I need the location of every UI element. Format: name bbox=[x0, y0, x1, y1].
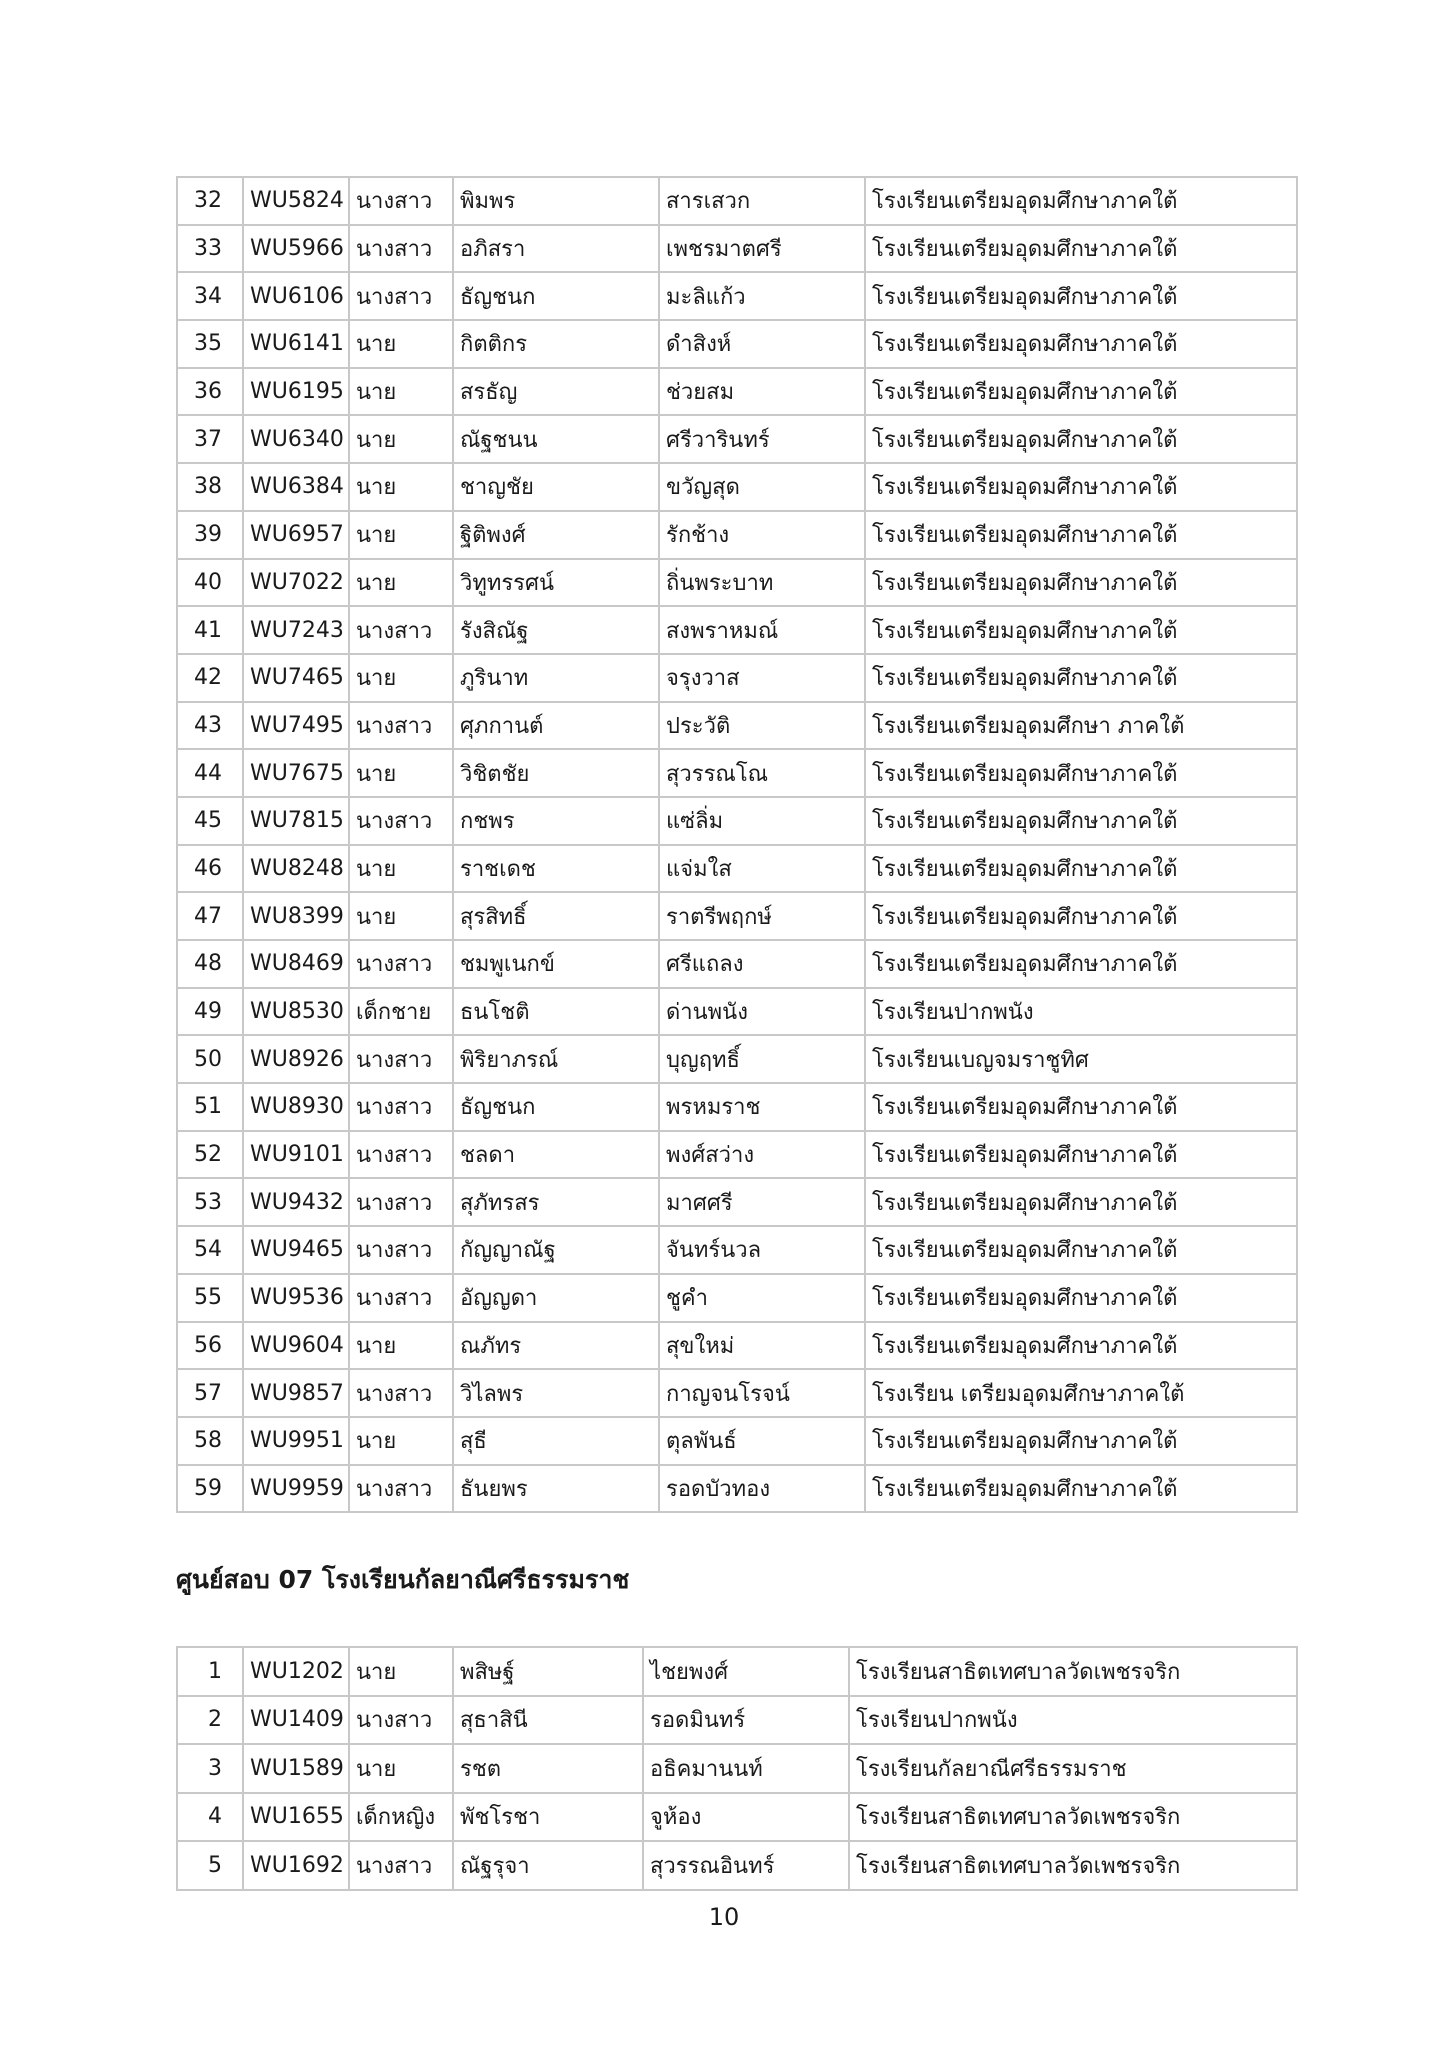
candidate-id-cell: WU5824 bbox=[243, 177, 349, 225]
first-name-cell: สรธัญ bbox=[453, 368, 659, 416]
title-prefix-cell: นาย bbox=[349, 320, 453, 368]
first-name-cell: สุธาสินี bbox=[453, 1696, 643, 1745]
seq-number-cell: 57 bbox=[177, 1369, 243, 1417]
first-name-cell: พสิษฐ์ bbox=[453, 1647, 643, 1696]
last-name-cell: ดำสิงห์ bbox=[659, 320, 865, 368]
first-name-cell: ศุภกานต์ bbox=[453, 702, 659, 750]
table-row bbox=[177, 654, 1297, 702]
seq-number-cell: 58 bbox=[177, 1417, 243, 1465]
seq-number-cell: 49 bbox=[177, 988, 243, 1036]
last-name-cell: จันทร์นวล bbox=[659, 1226, 865, 1274]
table-row bbox=[177, 749, 1297, 797]
school-name-cell: โรงเรียนเตรียมอุดมศึกษาภาคใต้ bbox=[865, 415, 1297, 463]
title-prefix-cell: นางสาว bbox=[349, 1696, 453, 1745]
last-name-cell: จรุงวาส bbox=[659, 654, 865, 702]
candidate-id-cell: WU8399 bbox=[243, 892, 349, 940]
last-name-cell: ศรีวารินทร์ bbox=[659, 415, 865, 463]
table-row bbox=[177, 1696, 1297, 1745]
last-name-cell: สุขใหม่ bbox=[659, 1322, 865, 1370]
first-name-cell: พิริยาภรณ์ bbox=[453, 1035, 659, 1083]
table-row bbox=[177, 1369, 1297, 1417]
seq-number-cell: 41 bbox=[177, 606, 243, 654]
school-name-cell: โรงเรียนเตรียมอุดมศึกษาภาคใต้ bbox=[865, 1322, 1297, 1370]
title-prefix-cell: นางสาว bbox=[349, 1035, 453, 1083]
first-name-cell: สุรสิทธิ์ bbox=[453, 892, 659, 940]
last-name-cell: อธิคมานนท์ bbox=[643, 1744, 849, 1793]
title-prefix-cell: นางสาว bbox=[349, 1131, 453, 1179]
first-name-cell: ธนโชติ bbox=[453, 988, 659, 1036]
page-number: 10 bbox=[708, 1903, 740, 1931]
table-row bbox=[177, 1035, 1297, 1083]
seq-number-cell: 54 bbox=[177, 1226, 243, 1274]
candidate-id-cell: WU7243 bbox=[243, 606, 349, 654]
school-name-cell: โรงเรียนเตรียมอุดมศึกษาภาคใต้ bbox=[865, 1178, 1297, 1226]
candidate-id-cell: WU6957 bbox=[243, 511, 349, 559]
table-row bbox=[177, 892, 1297, 940]
title-prefix-cell: นางสาว bbox=[349, 1083, 453, 1131]
candidate-id-cell: WU7022 bbox=[243, 559, 349, 607]
seq-number-cell: 36 bbox=[177, 368, 243, 416]
first-name-cell: ชลดา bbox=[453, 1131, 659, 1179]
table-row bbox=[177, 1274, 1297, 1322]
title-prefix-cell: นางสาว bbox=[349, 1369, 453, 1417]
table-row bbox=[177, 1465, 1297, 1513]
seq-number-cell: 5 bbox=[177, 1841, 243, 1890]
candidate-id-cell: WU8530 bbox=[243, 988, 349, 1036]
candidate-id-cell: WU6195 bbox=[243, 368, 349, 416]
candidate-table-center-07 bbox=[176, 1646, 1298, 1891]
title-prefix-cell: นาย bbox=[349, 1417, 453, 1465]
table-row bbox=[177, 1841, 1297, 1890]
first-name-cell: สุธี bbox=[453, 1417, 659, 1465]
school-name-cell: โรงเรียนเตรียมอุดมศึกษาภาคใต้ bbox=[865, 845, 1297, 893]
title-prefix-cell: นางสาว bbox=[349, 1178, 453, 1226]
candidate-id-cell: WU1409 bbox=[243, 1696, 349, 1745]
title-prefix-cell: นาย bbox=[349, 892, 453, 940]
table-row bbox=[177, 415, 1297, 463]
table-row bbox=[177, 845, 1297, 893]
seq-number-cell: 59 bbox=[177, 1465, 243, 1513]
last-name-cell: เพชรมาตศรี bbox=[659, 225, 865, 273]
seq-number-cell: 3 bbox=[177, 1744, 243, 1793]
last-name-cell: ถิ่นพระบาท bbox=[659, 559, 865, 607]
school-name-cell: โรงเรียนเตรียมอุดมศึกษาภาคใต้ bbox=[865, 272, 1297, 320]
table-row bbox=[177, 1417, 1297, 1465]
candidate-id-cell: WU1692 bbox=[243, 1841, 349, 1890]
table-row bbox=[177, 797, 1297, 845]
first-name-cell: ฐิติพงศ์ bbox=[453, 511, 659, 559]
seq-number-cell: 32 bbox=[177, 177, 243, 225]
title-prefix-cell: เด็กชาย bbox=[349, 988, 453, 1036]
last-name-cell: รักช้าง bbox=[659, 511, 865, 559]
first-name-cell: ชมพูเนกข์ bbox=[453, 940, 659, 988]
seq-number-cell: 51 bbox=[177, 1083, 243, 1131]
school-name-cell: โรงเรียนเตรียมอุดมศึกษาภาคใต้ bbox=[865, 320, 1297, 368]
title-prefix-cell: นางสาว bbox=[349, 1841, 453, 1890]
seq-number-cell: 1 bbox=[177, 1647, 243, 1696]
table-body bbox=[177, 177, 1297, 1512]
school-name-cell: โรงเรียนเตรียมอุดมศึกษาภาคใต้ bbox=[865, 1131, 1297, 1179]
title-prefix-cell: นาย bbox=[349, 845, 453, 893]
school-name-cell: โรงเรียนปากพนัง bbox=[849, 1696, 1297, 1745]
school-name-cell: โรงเรียน เตรียมอุดมศึกษาภาคใต้ bbox=[865, 1369, 1297, 1417]
first-name-cell: พิมพร bbox=[453, 177, 659, 225]
school-name-cell: โรงเรียนเตรียมอุดมศึกษาภาคใต้ bbox=[865, 463, 1297, 511]
candidate-id-cell: WU8926 bbox=[243, 1035, 349, 1083]
seq-number-cell: 55 bbox=[177, 1274, 243, 1322]
first-name-cell: วิไลพร bbox=[453, 1369, 659, 1417]
title-prefix-cell: นาย bbox=[349, 654, 453, 702]
candidate-id-cell: WU6106 bbox=[243, 272, 349, 320]
first-name-cell: ธัญชนก bbox=[453, 1083, 659, 1131]
seq-number-cell: 42 bbox=[177, 654, 243, 702]
table-row bbox=[177, 702, 1297, 750]
seq-number-cell: 48 bbox=[177, 940, 243, 988]
candidate-id-cell: WU9432 bbox=[243, 1178, 349, 1226]
title-prefix-cell: นางสาว bbox=[349, 177, 453, 225]
table-row bbox=[177, 225, 1297, 273]
school-name-cell: โรงเรียนเตรียมอุดมศึกษาภาคใต้ bbox=[865, 1417, 1297, 1465]
title-prefix-cell: นาย bbox=[349, 1744, 453, 1793]
seq-number-cell: 2 bbox=[177, 1696, 243, 1745]
first-name-cell: ธันยพร bbox=[453, 1465, 659, 1513]
last-name-cell: ด่านพนัง bbox=[659, 988, 865, 1036]
candidate-id-cell: WU9465 bbox=[243, 1226, 349, 1274]
last-name-cell: สุวรรณอินทร์ bbox=[643, 1841, 849, 1890]
candidate-id-cell: WU8248 bbox=[243, 845, 349, 893]
title-prefix-cell: นาย bbox=[349, 559, 453, 607]
title-prefix-cell: นาย bbox=[349, 463, 453, 511]
seq-number-cell: 38 bbox=[177, 463, 243, 511]
school-name-cell: โรงเรียนเตรียมอุดมศึกษาภาคใต้ bbox=[865, 654, 1297, 702]
table-row bbox=[177, 1131, 1297, 1179]
first-name-cell: อัญญดา bbox=[453, 1274, 659, 1322]
seq-number-cell: 43 bbox=[177, 702, 243, 750]
last-name-cell: บุญฤทธิ์ bbox=[659, 1035, 865, 1083]
table-row bbox=[177, 463, 1297, 511]
title-prefix-cell: นางสาว bbox=[349, 1465, 453, 1513]
title-prefix-cell: นางสาว bbox=[349, 797, 453, 845]
title-prefix-cell: นาย bbox=[349, 749, 453, 797]
seq-number-cell: 45 bbox=[177, 797, 243, 845]
candidate-table-continued bbox=[176, 176, 1298, 1513]
candidate-id-cell: WU6384 bbox=[243, 463, 349, 511]
school-name-cell: โรงเรียนเตรียมอุดมศึกษา ภาคใต้ bbox=[865, 702, 1297, 750]
table-row bbox=[177, 1083, 1297, 1131]
last-name-cell: จูห้อง bbox=[643, 1793, 849, 1842]
title-prefix-cell: นาย bbox=[349, 368, 453, 416]
first-name-cell: ณัฐชนน bbox=[453, 415, 659, 463]
table-row bbox=[177, 559, 1297, 607]
table-row bbox=[177, 1322, 1297, 1370]
title-prefix-cell: นาย bbox=[349, 1647, 453, 1696]
school-name-cell: โรงเรียนเตรียมอุดมศึกษาภาคใต้ bbox=[865, 225, 1297, 273]
table-row bbox=[177, 1744, 1297, 1793]
first-name-cell: กิตติกร bbox=[453, 320, 659, 368]
seq-number-cell: 47 bbox=[177, 892, 243, 940]
school-name-cell: โรงเรียนเตรียมอุดมศึกษาภาคใต้ bbox=[865, 177, 1297, 225]
title-prefix-cell: นาย bbox=[349, 1322, 453, 1370]
seq-number-cell: 44 bbox=[177, 749, 243, 797]
school-name-cell: โรงเรียนปากพนัง bbox=[865, 988, 1297, 1036]
last-name-cell: แซ่ลิ่ม bbox=[659, 797, 865, 845]
seq-number-cell: 37 bbox=[177, 415, 243, 463]
last-name-cell: พรหมราช bbox=[659, 1083, 865, 1131]
table-row bbox=[177, 177, 1297, 225]
first-name-cell: ณัฐรุจา bbox=[453, 1841, 643, 1890]
table-row bbox=[177, 368, 1297, 416]
candidate-id-cell: WU6340 bbox=[243, 415, 349, 463]
school-name-cell: โรงเรียนกัลยาณีศรีธรรมราช bbox=[849, 1744, 1297, 1793]
first-name-cell: รชต bbox=[453, 1744, 643, 1793]
candidate-id-cell: WU7815 bbox=[243, 797, 349, 845]
school-name-cell: โรงเรียนสาธิตเทศบาลวัดเพชรจริก bbox=[849, 1841, 1297, 1890]
seq-number-cell: 52 bbox=[177, 1131, 243, 1179]
title-prefix-cell: นางสาว bbox=[349, 940, 453, 988]
candidate-id-cell: WU8930 bbox=[243, 1083, 349, 1131]
last-name-cell: รอดบัวทอง bbox=[659, 1465, 865, 1513]
title-prefix-cell: นางสาว bbox=[349, 702, 453, 750]
school-name-cell: โรงเรียนเตรียมอุดมศึกษาภาคใต้ bbox=[865, 940, 1297, 988]
seq-number-cell: 56 bbox=[177, 1322, 243, 1370]
last-name-cell: ราตรีพฤกษ์ bbox=[659, 892, 865, 940]
table-row bbox=[177, 606, 1297, 654]
first-name-cell: ราชเดช bbox=[453, 845, 659, 893]
school-name-cell: โรงเรียนเตรียมอุดมศึกษาภาคใต้ bbox=[865, 511, 1297, 559]
seq-number-cell: 4 bbox=[177, 1793, 243, 1842]
school-name-cell: โรงเรียนเตรียมอุดมศึกษาภาคใต้ bbox=[865, 1465, 1297, 1513]
school-name-cell: โรงเรียนเตรียมอุดมศึกษาภาคใต้ bbox=[865, 749, 1297, 797]
table-row bbox=[177, 272, 1297, 320]
seq-number-cell: 39 bbox=[177, 511, 243, 559]
last-name-cell: ชูคำ bbox=[659, 1274, 865, 1322]
candidate-id-cell: WU9536 bbox=[243, 1274, 349, 1322]
last-name-cell: มาศศรี bbox=[659, 1178, 865, 1226]
table-row bbox=[177, 1226, 1297, 1274]
candidate-id-cell: WU7465 bbox=[243, 654, 349, 702]
table-row bbox=[177, 511, 1297, 559]
candidate-id-cell: WU9101 bbox=[243, 1131, 349, 1179]
seq-number-cell: 50 bbox=[177, 1035, 243, 1083]
first-name-cell: กัญญาณัฐ bbox=[453, 1226, 659, 1274]
candidate-id-cell: WU7495 bbox=[243, 702, 349, 750]
title-prefix-cell: นางสาว bbox=[349, 272, 453, 320]
first-name-cell: วิทูทรรศน์ bbox=[453, 559, 659, 607]
seq-number-cell: 53 bbox=[177, 1178, 243, 1226]
school-name-cell: โรงเรียนเตรียมอุดมศึกษาภาคใต้ bbox=[865, 1226, 1297, 1274]
school-name-cell: โรงเรียนเตรียมอุดมศึกษาภาคใต้ bbox=[865, 1274, 1297, 1322]
first-name-cell: รังสิณัฐ bbox=[453, 606, 659, 654]
school-name-cell: โรงเรียนสาธิตเทศบาลวัดเพชรจริก bbox=[849, 1793, 1297, 1842]
title-prefix-cell: เด็กหญิง bbox=[349, 1793, 453, 1842]
last-name-cell: ไชยพงศ์ bbox=[643, 1647, 849, 1696]
school-name-cell: โรงเรียนเตรียมอุดมศึกษาภาคใต้ bbox=[865, 606, 1297, 654]
title-prefix-cell: นาย bbox=[349, 415, 453, 463]
school-name-cell: โรงเรียนเตรียมอุดมศึกษาภาคใต้ bbox=[865, 1083, 1297, 1131]
first-name-cell: วิชิตชัย bbox=[453, 749, 659, 797]
candidate-id-cell: WU9959 bbox=[243, 1465, 349, 1513]
last-name-cell: สงพราหมณ์ bbox=[659, 606, 865, 654]
candidate-id-cell: WU8469 bbox=[243, 940, 349, 988]
first-name-cell: ธัญชนก bbox=[453, 272, 659, 320]
table-row bbox=[177, 988, 1297, 1036]
table-row bbox=[177, 1178, 1297, 1226]
candidate-id-cell: WU9604 bbox=[243, 1322, 349, 1370]
title-prefix-cell: นางสาว bbox=[349, 606, 453, 654]
school-name-cell: โรงเรียนสาธิตเทศบาลวัดเพชรจริก bbox=[849, 1647, 1297, 1696]
seq-number-cell: 40 bbox=[177, 559, 243, 607]
seq-number-cell: 46 bbox=[177, 845, 243, 893]
candidate-id-cell: WU1589 bbox=[243, 1744, 349, 1793]
title-prefix-cell: นางสาว bbox=[349, 225, 453, 273]
table-row bbox=[177, 320, 1297, 368]
seq-number-cell: 33 bbox=[177, 225, 243, 273]
last-name-cell: ขวัญสุด bbox=[659, 463, 865, 511]
first-name-cell: ณภัทร bbox=[453, 1322, 659, 1370]
last-name-cell: สารเสวก bbox=[659, 177, 865, 225]
last-name-cell: พงศ์สว่าง bbox=[659, 1131, 865, 1179]
first-name-cell: ภูรินาท bbox=[453, 654, 659, 702]
candidate-id-cell: WU6141 bbox=[243, 320, 349, 368]
last-name-cell: กาญจนโรจน์ bbox=[659, 1369, 865, 1417]
school-name-cell: โรงเรียนเบญจมราชูทิศ bbox=[865, 1035, 1297, 1083]
last-name-cell: ศรีแถลง bbox=[659, 940, 865, 988]
first-name-cell: กชพร bbox=[453, 797, 659, 845]
candidate-id-cell: WU5966 bbox=[243, 225, 349, 273]
first-name-cell: สุภัทรสร bbox=[453, 1178, 659, 1226]
table-row bbox=[177, 940, 1297, 988]
candidate-id-cell: WU9857 bbox=[243, 1369, 349, 1417]
last-name-cell: รอดมินทร์ bbox=[643, 1696, 849, 1745]
candidate-id-cell: WU9951 bbox=[243, 1417, 349, 1465]
school-name-cell: โรงเรียนเตรียมอุดมศึกษาภาคใต้ bbox=[865, 368, 1297, 416]
first-name-cell: พัชโรชา bbox=[453, 1793, 643, 1842]
title-prefix-cell: นางสาว bbox=[349, 1226, 453, 1274]
table-row bbox=[177, 1647, 1297, 1696]
table-row bbox=[177, 1793, 1297, 1842]
last-name-cell: ช่วยสม bbox=[659, 368, 865, 416]
candidate-id-cell: WU7675 bbox=[243, 749, 349, 797]
last-name-cell: ตุลพันธ์ bbox=[659, 1417, 865, 1465]
first-name-cell: อภิสรา bbox=[453, 225, 659, 273]
candidate-id-cell: WU1655 bbox=[243, 1793, 349, 1842]
seq-number-cell: 35 bbox=[177, 320, 243, 368]
last-name-cell: สุวรรณโณ bbox=[659, 749, 865, 797]
exam-center-heading: ศูนย์สอบ 07 โรงเรียนกัลยาณีศรีธรรมราช bbox=[176, 1565, 630, 1594]
title-prefix-cell: นาย bbox=[349, 511, 453, 559]
seq-number-cell: 34 bbox=[177, 272, 243, 320]
last-name-cell: มะลิแก้ว bbox=[659, 272, 865, 320]
candidate-id-cell: WU1202 bbox=[243, 1647, 349, 1696]
last-name-cell: ประวัติ bbox=[659, 702, 865, 750]
school-name-cell: โรงเรียนเตรียมอุดมศึกษาภาคใต้ bbox=[865, 892, 1297, 940]
school-name-cell: โรงเรียนเตรียมอุดมศึกษาภาคใต้ bbox=[865, 797, 1297, 845]
school-name-cell: โรงเรียนเตรียมอุดมศึกษาภาคใต้ bbox=[865, 559, 1297, 607]
last-name-cell: แจ่มใส bbox=[659, 845, 865, 893]
first-name-cell: ชาญชัย bbox=[453, 463, 659, 511]
table-body bbox=[177, 1647, 1297, 1890]
title-prefix-cell: นางสาว bbox=[349, 1274, 453, 1322]
